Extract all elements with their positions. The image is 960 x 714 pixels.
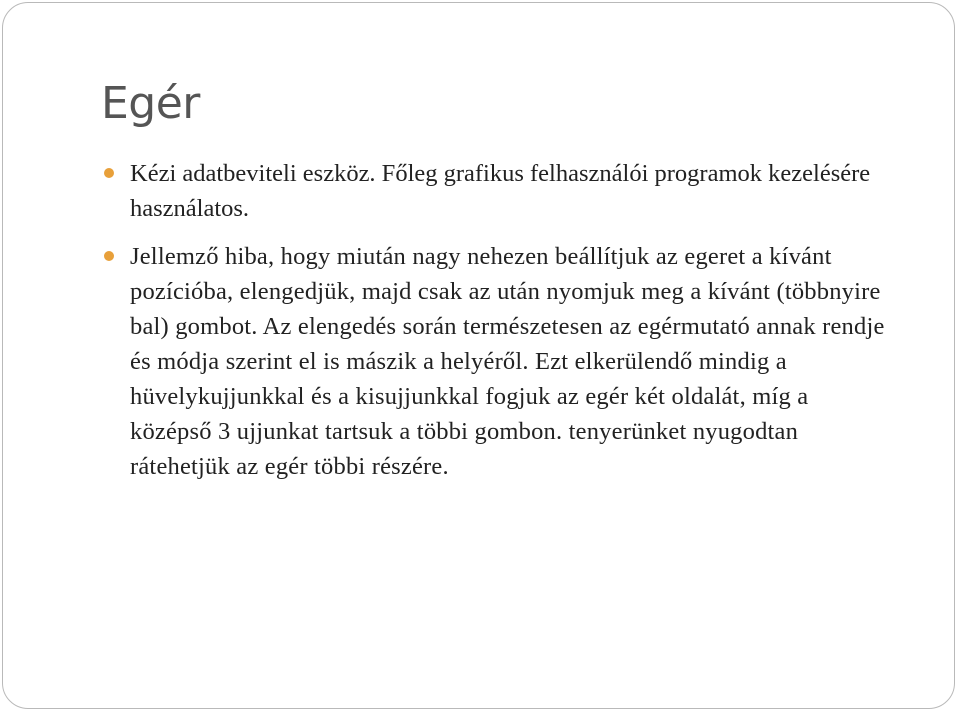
bullet-text: Kézi adatbeviteli eszköz. Főleg grafikus felhasználói programok kezelésére használatos. — [130, 160, 871, 222]
bullet-dot-icon — [104, 251, 114, 261]
bullet-text: Jellemző hiba, hogy miután nagy nehezen beállítjuk az egeret a kívánt pozícióba, elengedjük, majd csak az után nyomjuk meg a kívánt (többnyire bal) gombot. Az elengedés során természetesen az egérmutató annak rendje és módja szerint el is mászik a helyéről. Ezt elkerülendő mindig a hüvelykujjunkkal és a kisujjunkkal fogjuk az egér két oldalát, míg a középső 3 ujjunkat tartsuk a többi gombon. tenyerünket nyugodtan rátehetjük az egér többi részére. — [130, 243, 885, 480]
slide-title: Egér — [101, 78, 200, 129]
bullet-list — [104, 156, 894, 497]
bullet-dot-icon — [104, 168, 114, 178]
bullet-item — [104, 156, 894, 226]
bullet-item — [104, 239, 894, 484]
